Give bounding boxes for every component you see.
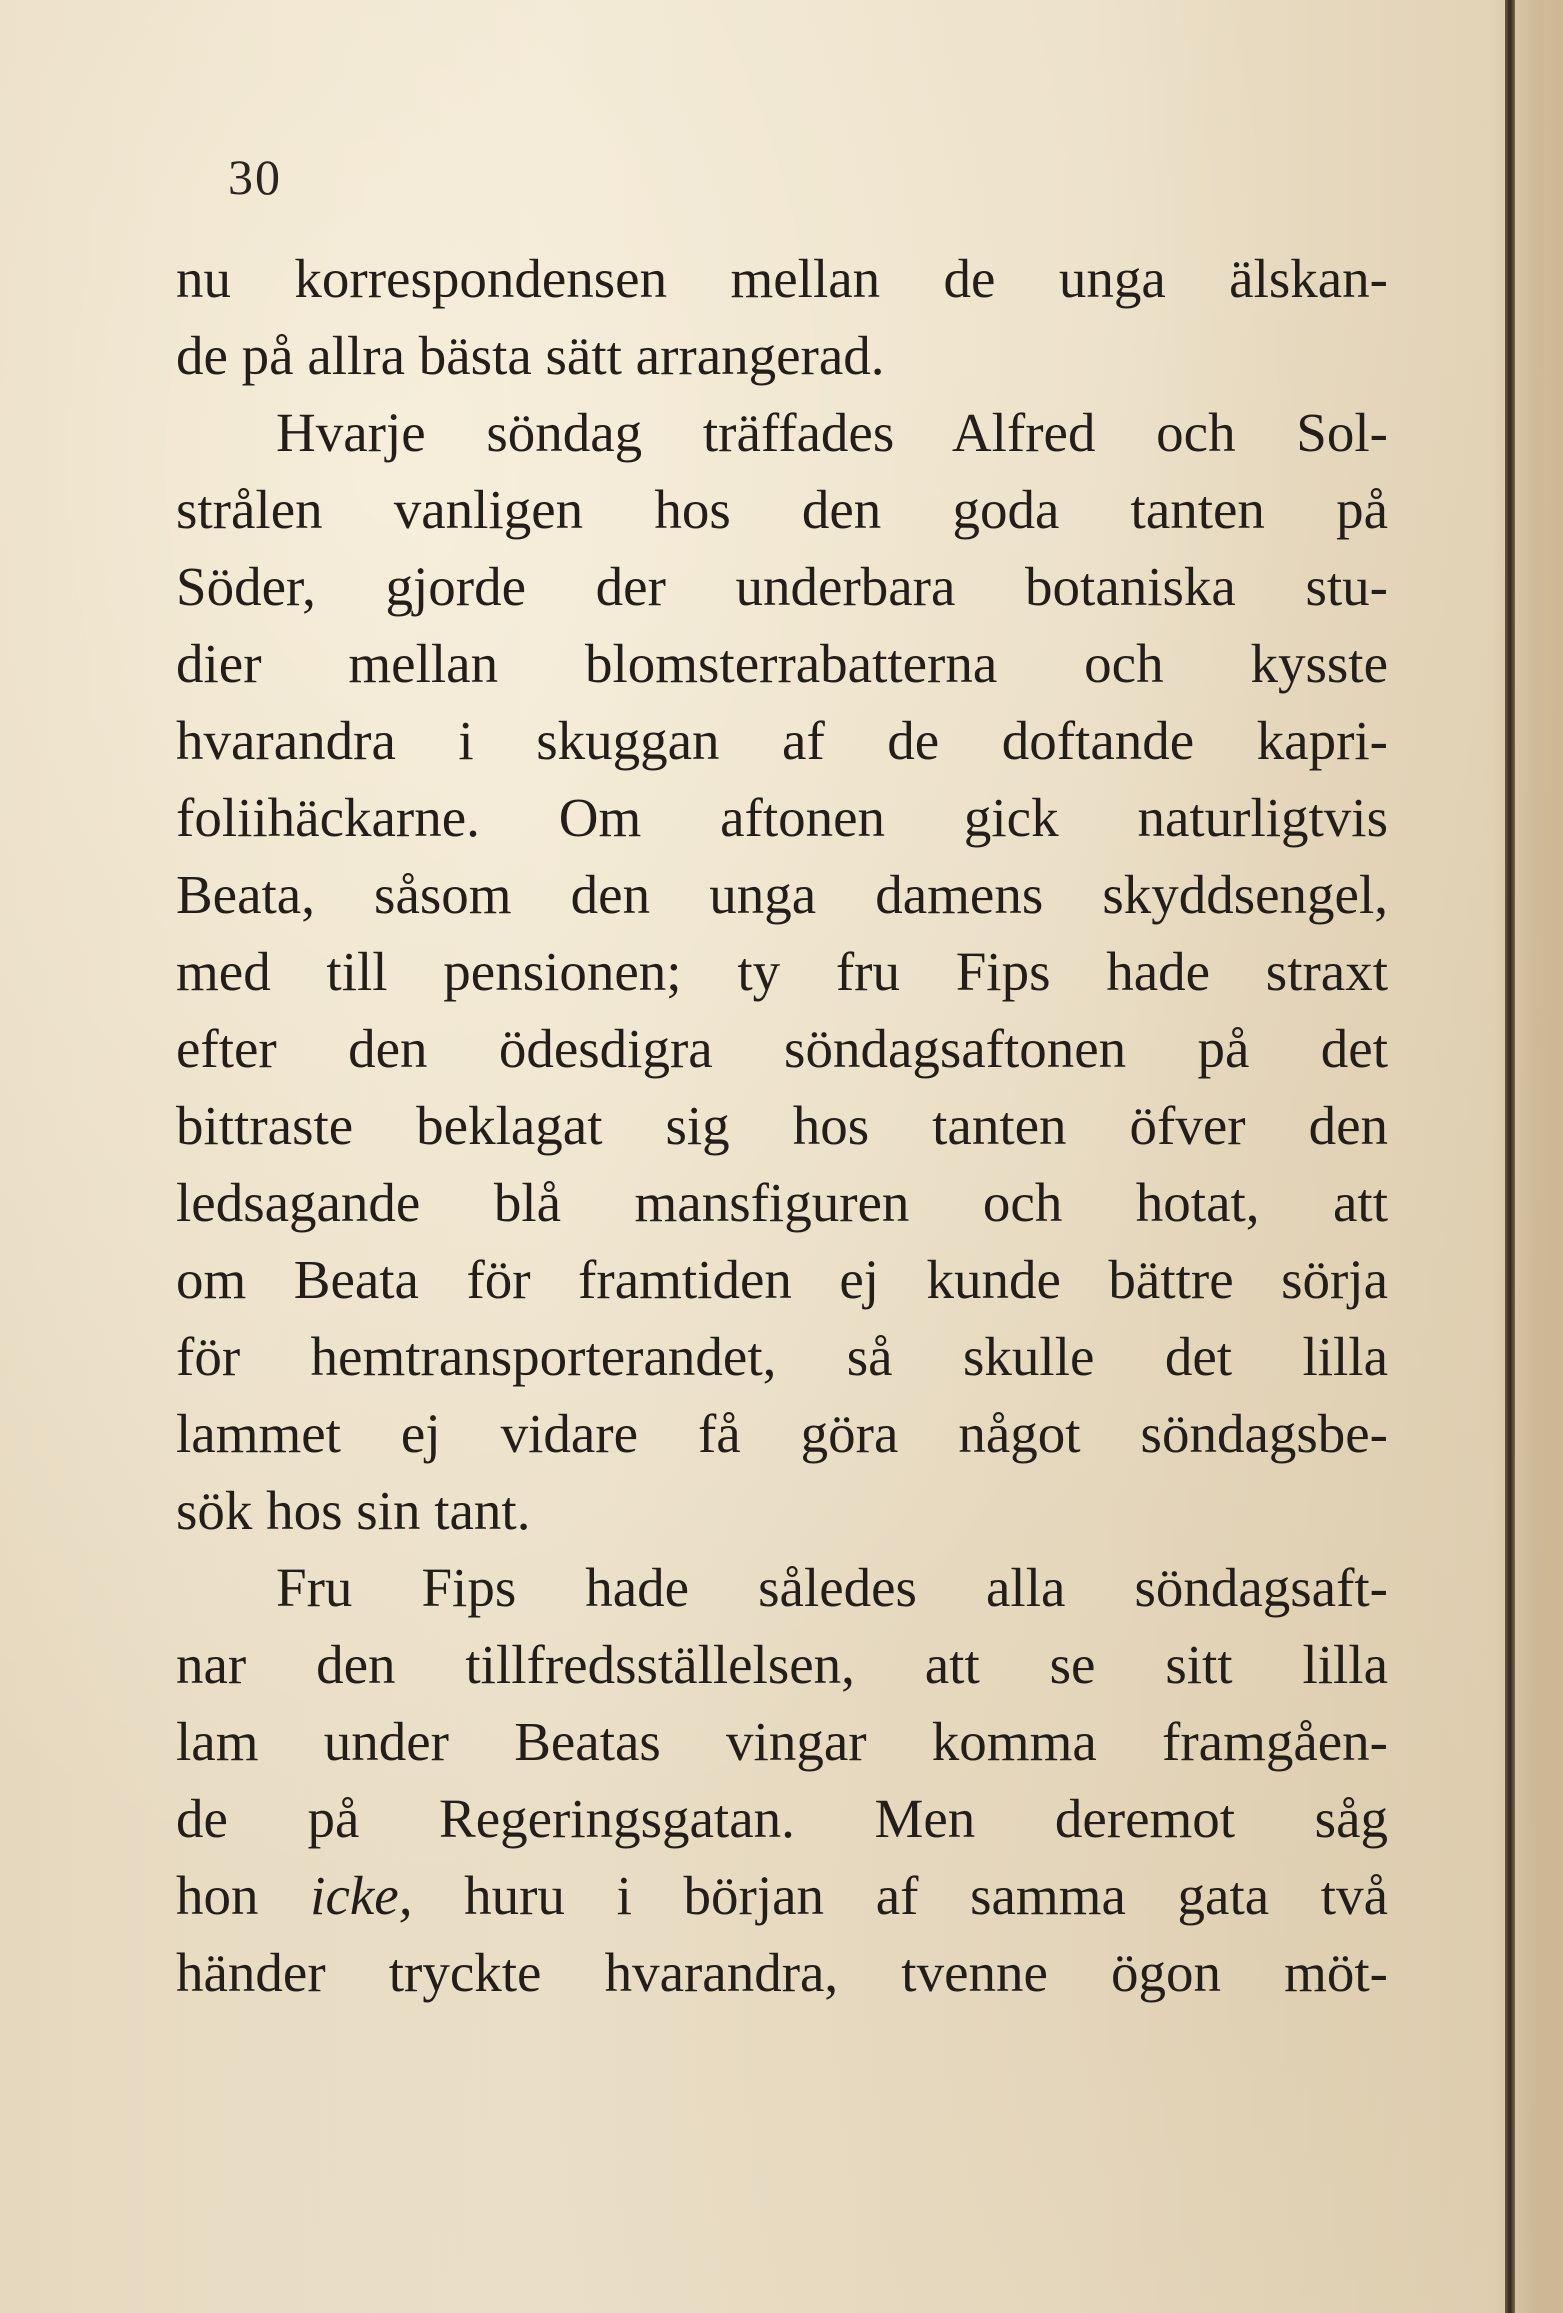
- text-line: de på allra bästa sätt arrangerad.: [176, 325, 885, 386]
- text-line: sök hos sin tant.: [176, 1480, 531, 1541]
- text-line: Fru Fips hade således alla söndagsaft-: [276, 1557, 1388, 1618]
- page-number: 30: [228, 149, 282, 205]
- text-line: de på Regeringsgatan. Men deremot såg: [176, 1788, 1388, 1849]
- text-line-with-italic: [176, 1857, 1388, 1934]
- text-segment: huru i början af samma gata två: [412, 1865, 1389, 1926]
- text-line: lammet ej vidare få göra något söndagsbe-: [176, 1403, 1388, 1464]
- text-line: nar den tillfredsställelsen, att se sitt lilla: [176, 1634, 1388, 1695]
- text-line: med till pensionen; ty fru Fips hade straxt: [176, 941, 1388, 1002]
- text-line: dier mellan blomsterrabatterna och kysste: [176, 633, 1388, 694]
- italic-emphasis: icke,: [310, 1865, 413, 1926]
- text-line: för hemtransporterandet, så skulle det lilla: [176, 1326, 1388, 1387]
- text-segment: hon: [176, 1865, 311, 1926]
- text-line: lam under Beatas vingar komma framgåen-: [176, 1711, 1388, 1772]
- text-line: ledsagande blå mansfiguren och hotat, att: [176, 1172, 1388, 1233]
- text-line: Hvarje söndag träffades Alfred och Sol-: [276, 402, 1388, 463]
- text-line: Söder, gjorde der underbara botaniska stu-: [176, 556, 1388, 617]
- spine-shadow: [1493, 0, 1563, 2313]
- text-line: foliihäckarne. Om aftonen gick naturligtvis: [176, 787, 1388, 848]
- text-line: nu korrespondensen mellan de unga älskan-: [176, 248, 1388, 309]
- text-line: bittraste beklagat sig hos tanten öfver den: [176, 1095, 1388, 1156]
- text-line: händer tryckte hvarandra, tvenne ögon möt-: [176, 1942, 1388, 2003]
- text-line: hvarandra i skuggan af de doftande kapri-: [176, 710, 1388, 771]
- text-line: efter den ödesdigra söndagsaftonen på det: [176, 1018, 1388, 1079]
- book-spine-edge: [1505, 0, 1515, 2313]
- body-text: [176, 240, 1388, 2011]
- text-line: Beata, såsom den unga damens skyddsengel,: [176, 864, 1388, 925]
- text-line: strålen vanligen hos den goda tanten på: [176, 479, 1388, 540]
- text-line: om Beata för framtiden ej kunde bättre sörja: [176, 1249, 1388, 1310]
